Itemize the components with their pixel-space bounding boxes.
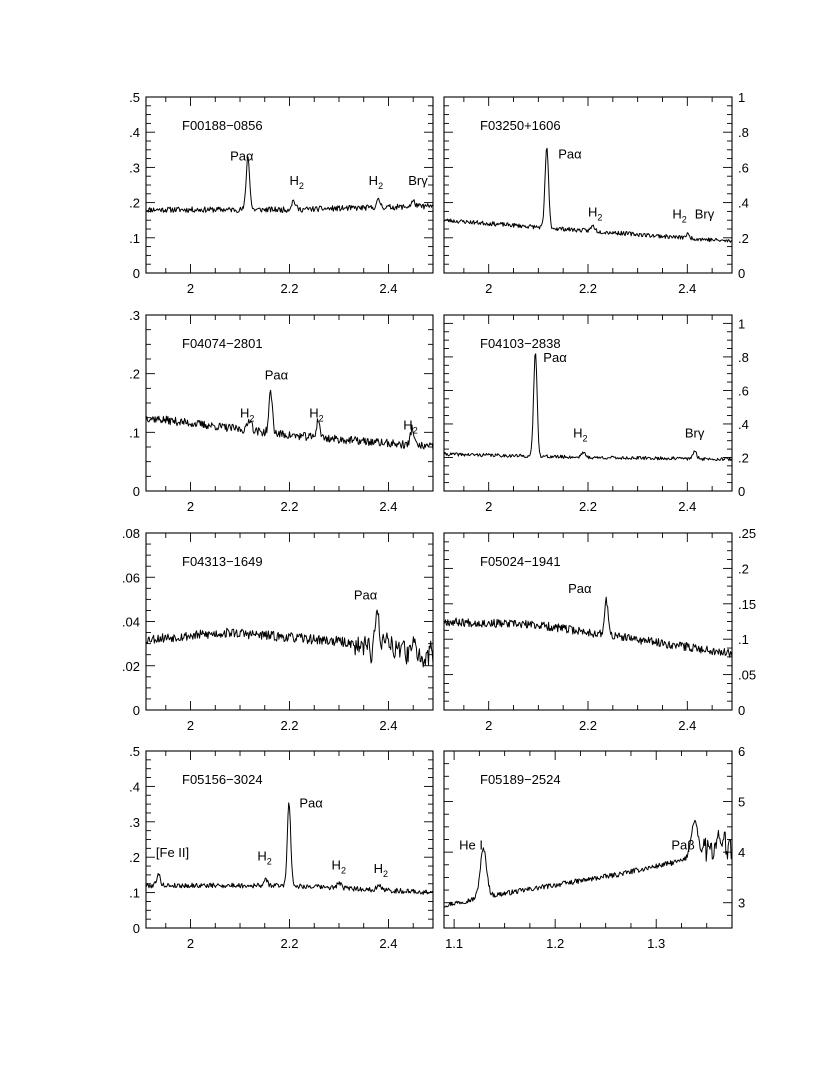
y-tick-label: 5	[738, 794, 746, 810]
spectrum-line	[444, 597, 732, 657]
y-tick-label: .15	[738, 596, 757, 612]
line-annotation: $H_2$	[240, 405, 255, 424]
y-tick-label: .4	[738, 195, 749, 211]
panel-grid	[122, 90, 756, 951]
x-tick-label: 2	[186, 936, 195, 951]
line-annotation: Paα	[568, 581, 592, 597]
line-annotation: $H_2$	[573, 425, 588, 444]
x-tick-label: 2.2	[578, 718, 598, 733]
y-tick-label: .2	[738, 230, 749, 246]
panel-title: F04103−2838	[480, 336, 561, 351]
x-tick-label: 2	[186, 281, 195, 296]
y-tick-label: .4	[129, 125, 140, 141]
line-annotation: Paα	[299, 795, 323, 811]
line-annotation: $H_2$	[373, 861, 389, 880]
x-tick-label: 2.4	[379, 718, 398, 733]
x-tick-label: 2.2	[578, 499, 598, 514]
spectrum-panel-6	[444, 526, 756, 733]
x-tick-label: 2.2	[280, 499, 299, 514]
line-annotation: $H_2$	[331, 857, 346, 876]
y-tick-label: .06	[121, 570, 140, 586]
panel-title: F04074−2801	[182, 336, 263, 351]
line-annotation: Paα	[230, 148, 254, 164]
x-tick-label: 1.1	[445, 936, 464, 951]
y-tick-label: .8	[738, 349, 749, 365]
y-tick-label: .1	[129, 885, 140, 901]
x-tick-label: 2.2	[280, 281, 299, 296]
x-tick-label: 2	[186, 718, 195, 733]
line-annotation: [Fe II]	[155, 845, 190, 861]
y-tick-label: .4	[129, 779, 140, 795]
spectrum-line	[146, 390, 433, 450]
spectrum-panel-4	[444, 315, 749, 514]
spectrum-panel-1	[129, 90, 433, 296]
x-tick-label: 2.4	[379, 936, 398, 951]
spectrum-panel-8	[444, 744, 745, 951]
spectrum-line	[146, 610, 433, 667]
line-annotation: Brγ	[684, 425, 705, 441]
line-annotation: Brγ	[694, 206, 715, 222]
line-annotation: $H_2$	[588, 204, 603, 223]
panel-title: F00188−0856	[182, 118, 263, 133]
y-tick-label: .3	[129, 308, 140, 323]
x-tick-label: 1.2	[546, 936, 565, 951]
spectrum-line	[444, 354, 732, 461]
y-tick-label: .1	[738, 632, 749, 648]
y-tick-label: .5	[129, 744, 140, 759]
y-tick-label: .1	[129, 230, 140, 246]
line-annotation: He I	[459, 837, 484, 853]
y-tick-label: .05	[738, 667, 757, 683]
spectrum-panel-5	[122, 526, 433, 733]
y-tick-label: 3	[738, 895, 746, 911]
panel-title: F04313−1649	[182, 554, 263, 569]
y-tick-label: .6	[738, 160, 749, 176]
y-tick-label: .6	[738, 383, 749, 399]
x-tick-label: 2.4	[678, 718, 697, 733]
y-tick-label: .2	[129, 366, 140, 382]
x-tick-label: 2.4	[379, 281, 398, 296]
y-tick-label: 6	[738, 744, 746, 759]
x-tick-label: 2.4	[678, 499, 697, 514]
y-tick-label: .2	[738, 561, 749, 577]
y-tick-label: 0	[738, 703, 746, 718]
x-tick-label: 2.4	[379, 499, 398, 514]
y-tick-label: .1	[129, 425, 140, 441]
y-tick-label: 1	[738, 316, 746, 332]
y-tick-label: 0	[132, 921, 140, 936]
y-tick-label: .3	[129, 814, 140, 830]
line-annotation: Paα	[353, 587, 378, 603]
y-tick-label: 0	[738, 484, 746, 499]
line-annotation: Paβ	[671, 837, 695, 853]
spectrum-panel-7	[129, 744, 433, 951]
spectrum-line	[444, 148, 732, 242]
y-tick-label: 0	[132, 703, 140, 718]
y-tick-label: .04	[121, 614, 140, 630]
x-tick-label: 1.3	[647, 936, 666, 951]
line-annotation: Paα	[264, 367, 289, 383]
x-tick-label: 2.2	[578, 281, 598, 296]
y-tick-label: .2	[129, 850, 140, 866]
line-annotation: $H_2$	[672, 206, 687, 225]
y-tick-label: 0	[132, 266, 140, 281]
line-annotation: Paα	[558, 146, 582, 162]
line-annotation: Brγ	[408, 173, 428, 188]
y-tick-label: 0	[132, 484, 140, 499]
panel-title: F05156−3024	[182, 772, 263, 787]
x-tick-label: 2	[186, 499, 195, 514]
line-annotation: $H_2$	[309, 405, 324, 424]
line-annotation: $H_2$	[368, 173, 384, 191]
panel-title: F05024−1941	[480, 554, 561, 569]
y-tick-label: .8	[738, 125, 749, 141]
y-tick-label: .4	[738, 416, 749, 432]
line-annotation: $H_2$	[403, 417, 418, 436]
x-tick-label: 2.2	[280, 936, 299, 951]
x-tick-label: 2	[485, 499, 493, 514]
x-tick-label: 2	[485, 718, 493, 733]
y-tick-label: .08	[121, 526, 140, 541]
spectrum-panel-2	[444, 90, 749, 296]
y-tick-label: 4	[738, 845, 746, 861]
spectrum-panel-3	[129, 308, 433, 514]
x-tick-label: 2	[485, 281, 493, 296]
line-annotation: $H_2$	[289, 173, 304, 191]
spectrum-line	[444, 820, 732, 907]
y-tick-label: 0	[738, 266, 746, 281]
panel-title: F03250+1606	[480, 118, 561, 133]
y-tick-label: .25	[738, 526, 757, 541]
x-tick-label: 2.2	[280, 718, 299, 733]
y-tick-label: 1	[738, 90, 746, 105]
x-tick-label: 2.4	[678, 281, 697, 296]
y-tick-label: .02	[121, 658, 140, 674]
y-tick-label: .2	[129, 195, 140, 211]
y-tick-label: .5	[129, 90, 140, 105]
line-annotation: $H_2$	[257, 848, 272, 867]
panel-title: F05189−2524	[480, 772, 561, 787]
line-annotation: Paα	[543, 349, 567, 365]
y-tick-label: .2	[738, 450, 749, 466]
y-tick-label: .3	[129, 160, 140, 176]
